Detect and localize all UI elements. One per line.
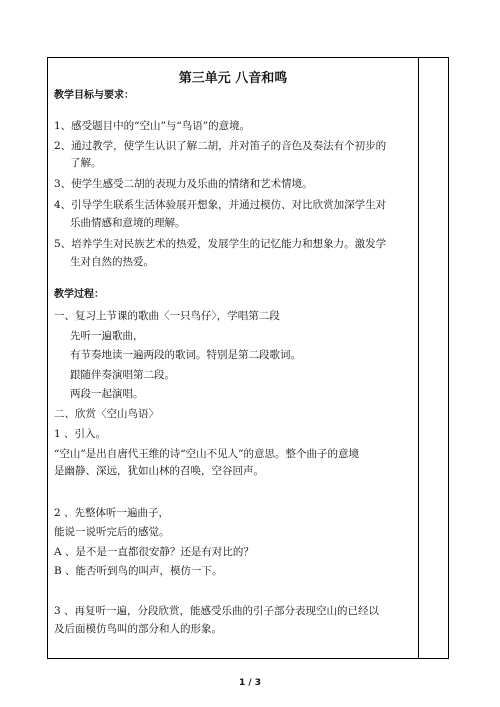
goal-item-continued: 了解。	[70, 157, 102, 169]
page-title: 第三单元 八音和鸣	[178, 71, 288, 86]
goal-item-continued: 生对自然的热爱。	[70, 256, 154, 268]
goals-heading: 教学目标与要求：	[54, 90, 134, 101]
process-question: A 、是不是一直都很安静？还是有对比的？	[54, 546, 254, 558]
goal-item: 2、通过教学，使学生认识了解二胡，并对笛子的音色及奏法有个初步的	[54, 140, 387, 152]
notes-column-divider	[418, 58, 419, 658]
process-paragraph: “空山”是出自唐代王维的诗“空山不见人”的意思。整个曲子的意境	[54, 448, 359, 460]
process-paragraph: 是幽静、深远，犹如山林的召唤，空谷回声。	[54, 465, 264, 477]
process-substep: 先听一遍歌曲，	[70, 330, 144, 342]
process-step: 二、欣赏〈空山鸟语〉	[54, 408, 159, 420]
lesson-table	[47, 57, 449, 659]
process-substep: 2 、先整体听一遍曲子，	[54, 507, 170, 519]
process-substep: 3 、再复听一遍，分段欣赏，能感受乐曲的引子部分表现空山的已经以	[54, 605, 380, 617]
process-substep: 1 、引入。	[54, 428, 107, 440]
process-paragraph: 能说一说听完后的感觉。	[54, 526, 170, 538]
page-number: 1 / 3	[238, 678, 262, 688]
process-substep: 两段一起演唱。	[70, 388, 144, 400]
goal-item: 5、培养学生对民族艺术的热爱，发展学生的记忆能力和想象力。激发学	[54, 238, 387, 250]
goal-item: 4、引导学生联系生活体验展开想象，并通过模仿、对比欣赏加深学生对	[54, 199, 387, 211]
process-heading: 教学过程：	[54, 289, 104, 300]
goal-item-continued: 乐曲情感和意境的理解。	[70, 217, 186, 229]
goal-item: 3、使学生感受二胡的表现力及乐曲的情绪和艺术情境。	[54, 178, 313, 190]
process-step: 一、复习上节课的歌曲〈一只鸟仔〉，学唱第二段	[54, 310, 280, 322]
process-paragraph: 及后面模仿鸟叫的部分和人的形象。	[54, 623, 222, 635]
process-question: B 、能否听到鸟的叫声，模仿一下。	[54, 565, 223, 577]
process-substep: 有节奏地读一遍两段的歌词。特别是第二段歌词。	[70, 349, 301, 361]
process-substep: 跟随伴奏演唱第二段。	[70, 369, 175, 381]
goal-item: 1、感受题目中的“空山”与“鸟语”的意境。	[54, 120, 251, 132]
